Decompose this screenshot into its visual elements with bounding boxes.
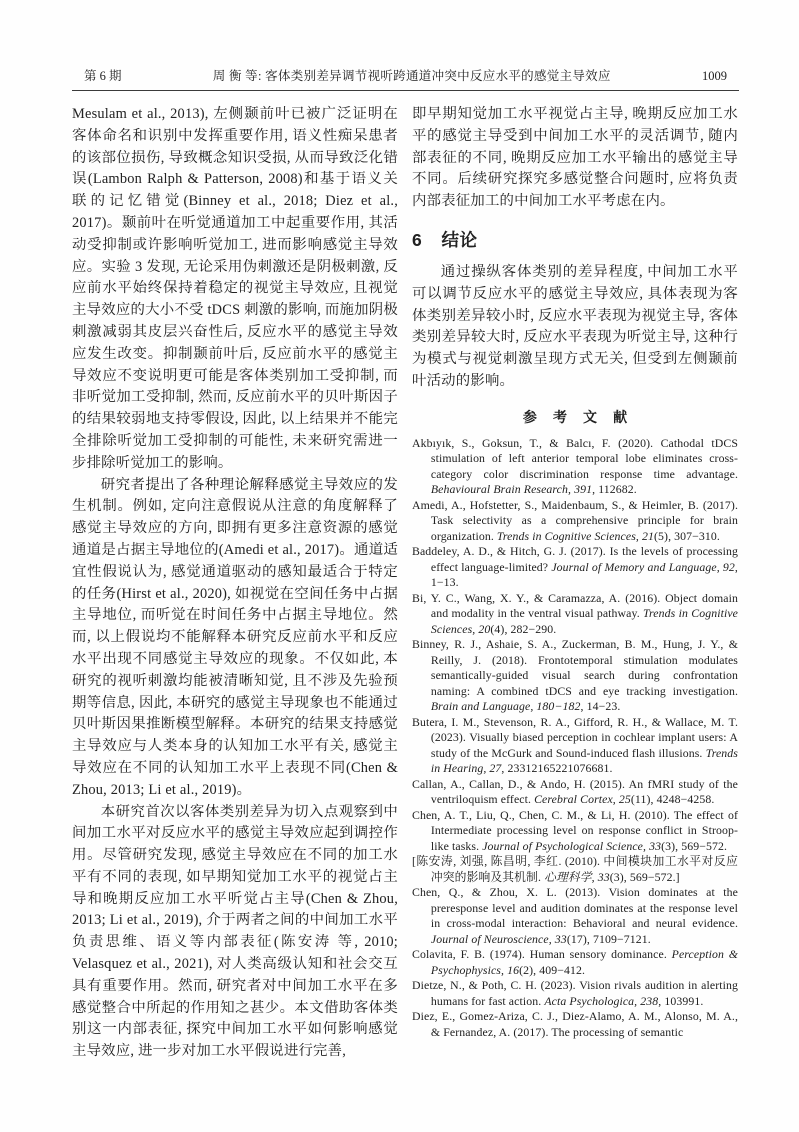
reference-item: Dietze, N., & Poth, C. H. (2023). Vision rivals audition in alerting humans for fast action. Acta Psychologica, 238, 103991. [412, 978, 738, 1008]
section-number: 6 [412, 229, 423, 250]
reference-item: [陈安涛, 刘强, 陈昌明, 李红. (2010). 中间模块加工水平对反应冲突的影响及其机制. 心理科学, 33(3), 569−572.] [412, 854, 738, 884]
reference-item: Callan, A., Callan, D., & Ando, H. (2015). An fMRI study of the ventriloquism effect. Cerebral Cortex, 25(11), 4248−4258. [412, 776, 738, 807]
body-paragraph: 本研究首次以客体类别差异为切入点观察到中间加工水平对反应水平的感觉主导效应起到调控作用。尽管研究发现, 感觉主导效应在不同的加工水平有不同的表现, 如早期知觉加工水平的视觉占主导和晚期反应加工水平听觉占主导(Chen & Zhou, 2013; Li et al., 2019), 介于两者之间的中间加工水平负责思维、语义等内部表征(陈安涛 等, 2010; Velasquez et al., 2021), 对人类高级认知和社会交互具有重要作用。然而, 研究者对中间加工水平在多感觉整合中所起的作用知之甚少。本文借助客体类别这一内部表征, 探究中间加工水平如何影响感觉主导效应, 进一步对加工水平假说进行完善, [72, 803, 398, 1060]
section-title: 结论 [441, 229, 478, 250]
reference-item: Amedi, A., Hofstetter, S., Maidenbaum, S., & Heimler, B. (2017). Task selectivity as a comprehensive principle for brain organization. Trends in Cognitive Sciences, 21(5), 307−310. [412, 497, 738, 543]
reference-item: Butera, I. M., Stevenson, R. A., Gifford, R. H., & Wallace, M. T. (2023). Visually biased perception in cochlear implant users: A study of the McGurk and Sound-induced flash illusions. Trends in Hearing, 27, 23312165221076681. [412, 714, 738, 776]
reference-item: Binney, R. J., Ashaie, S. A., Zuckerman, B. M., Hung, J. Y., & Reilly, J. (2018). Frontotemporal stimulation modulates semantically-guided visual search during confrontation naming: A combined tDCS and eye tracking investigation. Brain and Language, 180−182, 14−23. [412, 637, 738, 714]
body-paragraph: Mesulam et al., 2013), 左侧颞前叶已被广泛证明在客体命名和识别中发挥重要作用, 语义性痴呆患者的该部位损伤, 导致概念知识受损, 从而导致泛化错误(Lambon Ralph & Patterson, 2008)和基于语义关联的记忆错觉(Binney et al., 2018; Diez et al., 2017)。颞前叶在听觉通道加工中起重要作用, 其活动受抑制或许影响听觉加工, 进而影响感觉主导效应。实验 3 发现, 无论采用伪刺激还是阴极刺激, 反应前水平始终保持着稳定的视觉主导效应, 且视觉主导效应的大小不受 tDCS 刺激的影响, 而施加阴极刺激减弱其皮层兴奋性后, 反应水平的感觉主导效应发生改变。抑制颞前叶后, 反应前水平的感觉主导效应不变说明更可能是客体类别加工受抑制, 而非听觉加工受抑制, 然而, 反应前水平的贝叶斯因子的结果较弱地支持零假设, 因此, 以上结果并不能完全排除听觉加工受抑制的可能性, 未来研究需进一步排除听觉加工的影响。 [72, 106, 398, 471]
conclusion-paragraph: 通过操纵客体类别的差异程度, 中间加工水平可以调节反应水平的感觉主导效应, 具体表现为客体类别差异较小时, 反应水平表现为视觉主导, 客体类别差异较大时, 反应水平表现为听觉主导, 这种行为模式与视觉刺激呈现方式无关, 但受到左侧颞前叶活动的影响。 [412, 263, 738, 389]
section-heading-conclusion [412, 227, 738, 252]
body-paragraph: 研究者提出了各种理论解释感觉主导效应的发生机制。例如, 定向注意假说从注意的角度解释了感觉主导效应的方向, 即拥有更多注意资源的感觉通道是占据主导地位的(Amedi et al., 2017)。通道适宜性假说认为, 感觉通道驱动的感知最适合于特定的任务(Hirst et al., 2020), 如视觉在空间任务中占据主导地位, 而听觉在时间任务中占据主导地位。然而, 以上假说均不能解释本研究反应前水平和反应水平出现不同感觉主导效应的现象。不仅如此, 本研究的视听刺激均能被清晰知觉, 且不涉及先验预期等信息, 因此, 本研究的感觉主导现象也不能通过贝叶斯因果推断模型解释。本研究的结果支持感觉主导效应与人类本身的认知加工水平有关, 感觉主导效应在不同的认知加工水平上表现不同(Chen & Zhou, 2013; Li et al., 2019)。 [72, 476, 398, 798]
page-number: 1009 [702, 69, 727, 83]
reference-item: Baddeley, A. D., & Hitch, G. J. (2017). Is the levels of processing effect language-limited? Journal of Memory and Language, 92, 1−13. [412, 544, 738, 590]
references-heading: 参 考 文 献 [522, 410, 634, 426]
running-title: 周 衡 等: 客体类别差异调节视听跨通道冲突中反应水平的感觉主导效应 [212, 69, 611, 83]
left-column [72, 104, 398, 1063]
reference-item: Akbıyık, S., Goksun, T., & Balcı, F. (2020). Cathodal tDCS stimulation of left anterior temporal lobe eliminates cross-category color discrimination response time advantage. Behavioural Brain Research, 391, 112682. [412, 435, 738, 497]
references-list [412, 436, 738, 1041]
page-header [72, 66, 739, 91]
reference-item: Bi, Y. C., Wang, X. Y., & Caramazza, A. (2016). Object domain and modality in the ventral visual pathway. Trends in Cognitive Sciences, 20(4), 282−290. [412, 590, 738, 636]
right-column [412, 104, 738, 1063]
reference-item: Colavita, F. B. (1974). Human sensory dominance. Perception & Psychophysics, 16(2), 409−412. [412, 947, 738, 977]
reference-item: Diez, E., Gomez-Ariza, C. J., Diez-Alamo, A. M., Alonso, M. A., & Fernandez, A. (2017). The processing of semantic [412, 1009, 738, 1039]
two-column-body [72, 104, 739, 1063]
reference-item: Chen, Q., & Zhou, X. L. (2013). Vision dominates at the preresponse level and audition dominates at the response level in cross-modal interaction: Behavioral and neural evidence. Journal of Neuroscience, 33(17), 7109−7121. [412, 885, 738, 946]
reference-item: Chen, A. T., Liu, Q., Chen, C. M., & Li, H. (2010). The effect of Intermediate processing level on response conflict in Stroop-like tasks. Journal of Psychological Science, 33(3), 569−572. [412, 807, 738, 853]
body-paragraph: 即早期知觉加工水平视觉占主导, 晚期反应加工水平的感觉主导受到中间加工水平的灵活调节, 随内部表征的不同, 晚期反应加工水平输出的感觉主导不同。后续研究探究多感觉整合问题时, 应将负责内部表征加工的中间加工水平考虑在内。 [412, 106, 738, 210]
issue-number: 第 6 期 [84, 69, 122, 83]
